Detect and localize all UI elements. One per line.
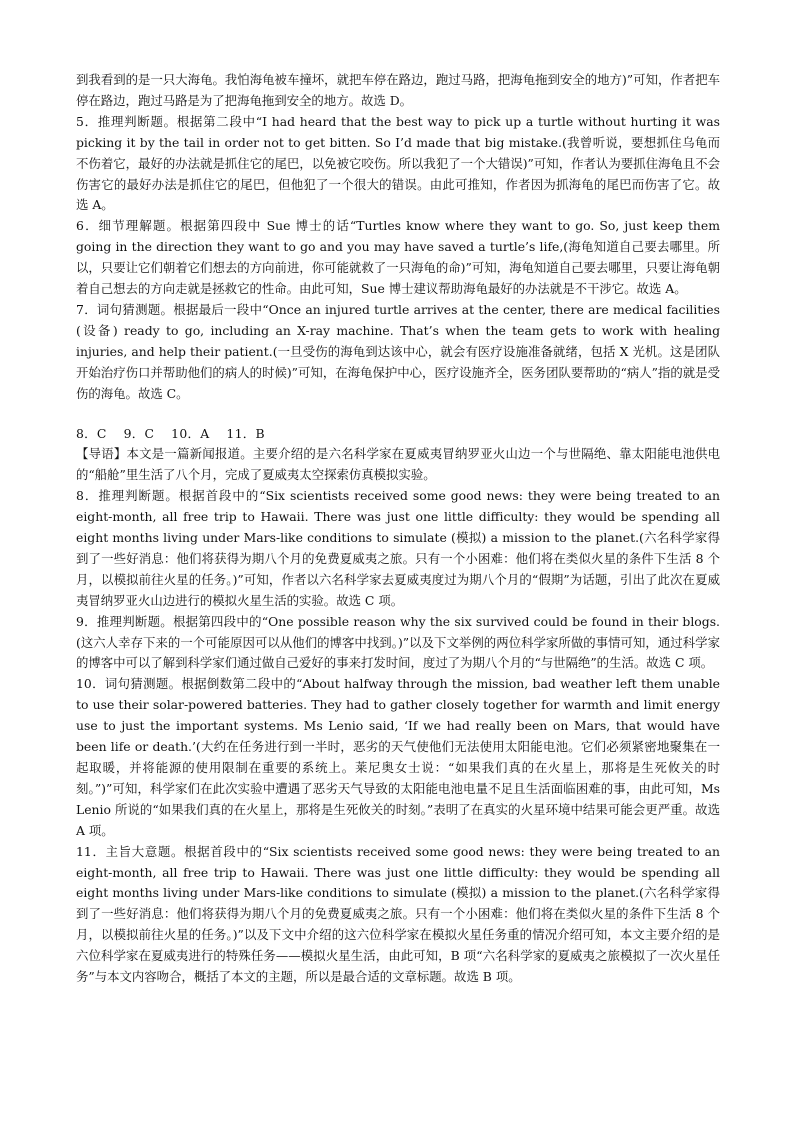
answer-explanation-6: 6．细节理解题。根据第四段中 Sue 博士的话“Turtles know where they want to go. So, just keep them going in the direction they want to go and you may have saved a turtle’s life,(海龟知道自己要去哪里。所以，只要让它们朝着它们想去的方向前进，你可能就救了一只海龟的命)”可知，海龟知道自己要去哪里，只要让海龟朝着自己想去的方向走就是拯救它的性命。由此可知，Sue 博士建议帮助海龟最好的办法就是不干涉它。故选 A。 (76, 218, 720, 297)
answer-key-line: 8．C 9．C 10．A 11．B (76, 425, 265, 441)
answer-explanation-10: 10．词句猜测题。根据倒数第二段中的“About halfway through the mission, bad weather left them unable to use their solar-powered batteries. They had to gather closely together for warmth and limit energy use to just the important systems. Ms Lenio said, ‘If we had really been on Mars, that would have been life or death.’(大约在任务进行到一半时，恶劣的天气使他们无法使用太阳能电池。它们必须紧密地聚集在一起取暖，并将能源的使用限制在重要的系统上。莱尼奥女士说：“如果我们真的在火星上，那将是生死攸关的时刻。”)”可知，科学家们在此次实验中遭遇了恶劣天气导致的太阳能电池电量不足且生活面临困难的事，由此可知，Ms Lenio 所说的“如果我们真的在火星上，那将是生死攸关的时刻。”表明了在真实的火星环境中结果可能会更严重。故选 A 项。 (76, 676, 720, 838)
paragraph-previous-answer: 到我看到的是一只大海龟。我怕海龟被车撞坏，就把车停在路边，跑过马路，把海龟拖到安全的地方)”可知，作者把车停在路边，跑过马路是为了把海龟拖到安全的地方。故选 D。 (76, 72, 720, 108)
section-gap (76, 405, 720, 424)
document-page (76, 70, 720, 988)
answer-explanation-9: 9．推理判断题。根据第四段中的“One possible reason why the six survived could be found in their blogs.(这六人幸存下来的一个可能原因可以从他们的博客中找到。)”以及下文举例的两位科学家所做的事情可知，通过科学家的博客中可以了解到科学家们通过做自己爱好的事来打发时间，度过了为期八个月的“与世隔绝”的生活。故选 C 项。 (76, 613, 720, 671)
answer-explanation-11: 11．主旨大意题。根据首段中的“Six scientists received some good news: they were being treated to an eight-month, all free trip to Hawaii. There was just one little difficulty: they would be spending all eight months living under Mars-like conditions to simulate (模拟) a mission to the planet.(六名科学家得到了一些好消息：他们将获得为期八个月的免费夏威夷之旅。只有一个小困难：他们将在类似火星的条件下生活 8 个月，以模拟前往火星的任务。)”以及下文中介绍的这六位科学家在模拟火星任务重的情况介绍可知，本文主要介绍的是六位科学家在夏威夷进行的特殊任务——模拟火星生活，由此可知，B 项“六名科学家的夏威夷之旅模拟了一次火星任务”与本文内容吻合，概括了本文的主题，所以是最合适的文章标题。故选 B 项。 (76, 843, 720, 985)
guide-paragraph: 【导语】本文是一篇新闻报道。主要介绍的是六名科学家在夏威夷冒纳罗亚火山边一个与世隔绝、靠太阳能电池供电的“船舱”里生活了八个月，完成了夏威夷太空探索仿真模拟实验。 (76, 446, 720, 483)
answer-explanation-7: 7．词句猜测题。根据最后一段中“Once an injured turtle arrives at the center, there are medical facilities (设备) ready to go, including an X-ray machine. That’s when the team gets to work with healing injuries, and help their patient.(一旦受伤的海龟到达该中心，就会有医疗设施准备就绪，包括 X 光机。这是团队开始治疗伤口并帮助他们的病人的时候)”可知，在海龟保护中心，医疗设施齐全，医务团队要帮助的“病人”指的就是受伤的海龟。故选 C。 (76, 301, 720, 401)
answer-explanation-8: 8．推理判断题。根据首段中的“Six scientists received some good news: they were being treated to an eight-month, all free trip to Hawaii. There was just one little difficulty: they would be spending all eight months living under Mars-like conditions to simulate (模拟) a mission to the planet.(六名科学家得到了一些好消息：他们将获得为期八个月的免费夏威夷之旅。只有一个小困难：他们将在类似火星的条件下生活 8 个月，以模拟前往火星的任务。)”可知，作者以六名科学家去夏威夷度过为期八个月的“假期”为话题，引出了此次在夏威夷冒纳罗亚火山边进行的模拟火星生活的实验。故选 C 项。 (76, 488, 720, 608)
answer-explanation-5: 5．推理判断题。根据第二段中“I had heard that the best way to pick up a turtle without hurting it was picking it by the tail in order not to get bitten. So I’d made that big mistake.(我曾听说，要想抓住乌龟而不伤着它，最好的办法就是抓住它的尾巴，以免被它咬伤。所以我犯了一个大错误)”可知，作者认为要抓住海龟且不会伤害它的最好办法是抓住它的尾巴，但他犯了一个很大的错误。由此可推知，作者因为抓海龟的尾巴而伤害了它。故选 A。 (76, 113, 720, 213)
